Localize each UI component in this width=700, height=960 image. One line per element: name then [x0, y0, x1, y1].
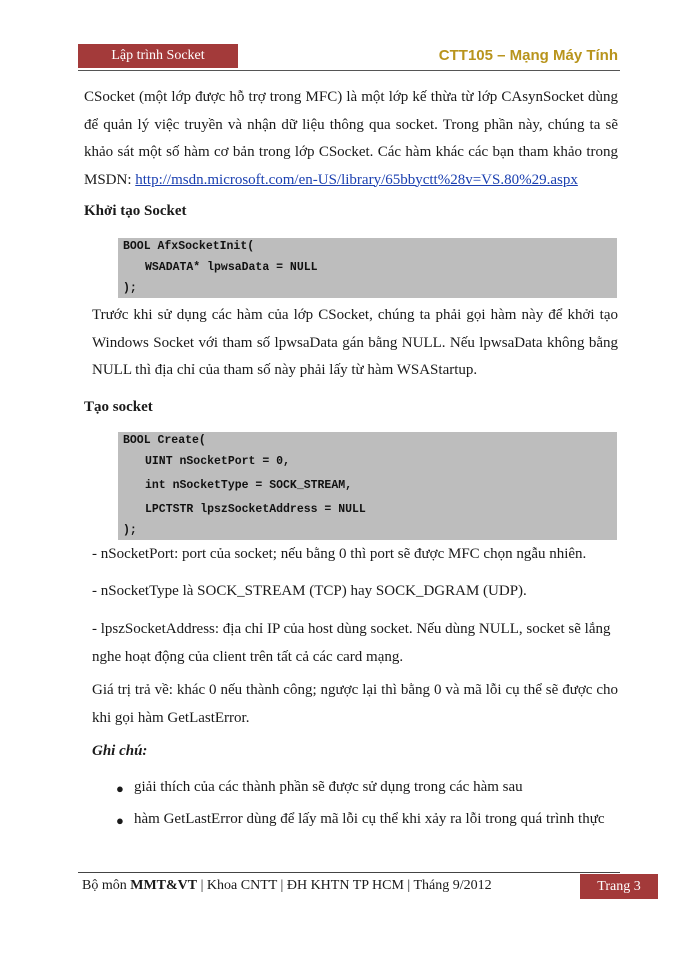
footer-divider	[78, 872, 620, 873]
code-line: );	[123, 282, 137, 295]
code-block-afxsocketinit	[118, 238, 617, 298]
header-divider	[78, 70, 620, 71]
param-nsockettype: - nSocketType là SOCK_STREAM (TCP) hay SOCK_DGRAM (UDP).	[92, 583, 527, 599]
notes-heading: Ghi chú:	[92, 743, 148, 759]
bullet-icon: ●	[116, 813, 124, 828]
code-line: WSADATA* lpwsaData = NULL	[145, 261, 318, 274]
note-item: hàm GetLastError dùng để lấy mã lỗi cụ thể khi xảy ra lỗi trong quá trình thực	[134, 811, 605, 827]
footer-dept: MMT&VT	[130, 878, 198, 893]
code-line: BOOL Create(	[123, 434, 206, 447]
page-number: Trang 3	[580, 874, 658, 899]
section-heading-init: Khởi tạo Socket	[84, 203, 187, 219]
code-line: BOOL AfxSocketInit(	[123, 240, 255, 253]
footer-prefix: Bộ môn	[82, 878, 131, 893]
header-section-tab: Lập trình Socket	[78, 44, 238, 68]
code-line: UINT nSocketPort = 0,	[145, 455, 290, 468]
section-heading-create: Tạo socket	[84, 399, 153, 415]
header-course-title: CTT105 – Mạng Máy Tính	[438, 47, 618, 64]
code-block-create	[118, 432, 617, 540]
param-lpszsocketaddress: - lpszSocketAddress: địa chỉ IP của host dùng socket. Nếu dùng NULL, socket sẽ lắng nghe hoạt động của client trên tất cả các card mạng.	[92, 621, 611, 665]
msdn-link[interactable]: http://msdn.microsoft.com/en-US/library/65bbyctt%28v=VS.80%29.aspx	[135, 171, 578, 188]
bullet-icon: ●	[116, 781, 124, 796]
note-item: giải thích của các thành phần sẽ được sử dụng trong các hàm sau	[134, 779, 523, 795]
intro-text: CSocket (một lớp được hỗ trợ trong MFC) là một lớp kế thừa từ lớp CAsynSocket dùng để quản lý việc truyền và nhận dữ liệu thông qua socket. Trong phần này, chúng ta sẽ khảo sát một số hàm cơ bản trong lớp CSocket. Các hàm khác các bạn tham khảo trong MSDN:	[84, 89, 618, 188]
code-line: );	[123, 524, 137, 537]
footer-rest: | Khoa CNTT | ĐH KHTN TP HCM | Tháng 9/2012	[197, 878, 492, 893]
code-line: LPCTSTR lpszSocketAddress = NULL	[145, 503, 366, 516]
return-value-text: Giá trị trả về: khác 0 nếu thành công; ngược lại thì bằng 0 và mã lỗi cụ thể sẽ được cho khi gọi hàm GetLastError.	[92, 682, 618, 726]
code-line: int nSocketType = SOCK_STREAM,	[145, 479, 353, 492]
init-description: Trước khi sử dụng các hàm của lớp CSocket, chúng ta phải gọi hàm này để khởi tạo Windows Socket với tham số lpwsaData gán bằng NULL. Nếu lpwsaData không bằng NULL thì địa chỉ của tham số này phải lấy từ hàm WSAStartup.	[92, 307, 618, 378]
param-nsocketport: - nSocketPort: port của socket; nếu bằng 0 thì port sẽ được MFC chọn ngẫu nhiên.	[92, 546, 587, 562]
footer-info	[82, 878, 492, 894]
intro-paragraph	[84, 84, 618, 194]
